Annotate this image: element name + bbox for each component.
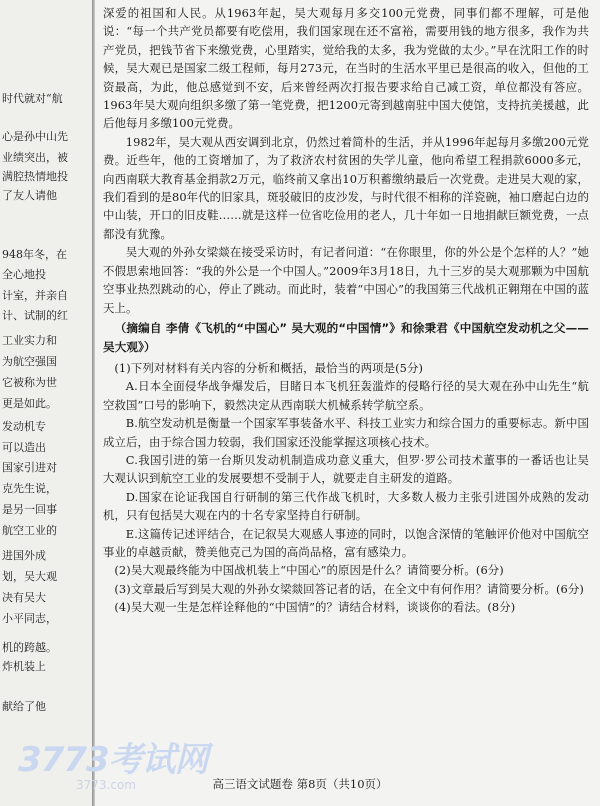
left-fragment: 可以造出: [2, 441, 46, 454]
left-fragment: 计室，并亲自: [2, 289, 68, 302]
option-a: A.日本全面侵华战争爆发后，目睹日本飞机狂轰滥炸的侵略行径的吴大观在孙中山先生“航空救国”口号的影响下，毅然决定从西南联大机械系转学航空系。: [103, 379, 589, 412]
question-1: (1)下列对材料有关内容的分析和概括，最恰当的两项是(5分): [114, 360, 424, 375]
left-fragment: 948年冬，在: [2, 248, 67, 261]
question-4: (4)吴大观一生是怎样诠释他的“中国情”的？请结合材料，谈谈你的看法。(8分): [114, 600, 516, 615]
watermark-text: 3773考试网: [18, 740, 208, 780]
page-footer: 高三语文试题卷 第8页（共10页）: [212, 777, 388, 791]
left-fragment: 全心地投: [2, 268, 46, 281]
left-fragment: 更是如此。: [2, 397, 57, 410]
article-paragraph: 深爱的祖国和人民。从1963年起，吴大观每月多交100元党费，同事们都不理解，可是他说：“每一个共产党员都要有吃偿用，我们国家现在还不富裕，需要用钱的地方很多，我作为共产党员，把钱节省下来缴党费，心里踏实，觉给我的太多，我为党做的太少。”早在沈阳工作的时候，吴大观已是国家二级工程师，每月273元，在当时的生活水平里已是很高的收入，但他的工资最高，为此，他总感觉到不安，后来曾经两次打报告要求给自己减工资，单位都没有答应。1963年吴大观向组织多缴了第一笔党费，把1200元寄到越南驻中国大使馆，支持抗美援越，此后他每月多缴100元党费。: [103, 6, 589, 131]
left-fragment: 决有吴大: [2, 591, 46, 604]
left-fragment: 进国外成: [2, 549, 46, 562]
left-fragment: 献给了他: [2, 700, 46, 713]
left-fragment: 心是孙中山先: [2, 130, 68, 143]
watermark-logo: [18, 742, 208, 802]
article-paragraph: 1982年，吴大观从西安调到北京，仍然过着简朴的生活，并从1996年起每月多缴200元党费。近些年，他的工资增加了，为了救济农村贫困的失学儿童，他向希望工程捐款6000多元，向西南联大教育基金捐款2万元，临终前又拿出10万积蓄缴纳最后一次党费。走进吴大观的家，我们看到的是80年代的旧家具，斑驳破旧的皮沙发，与时代很不相称的洋瓷碗，袖口磨起白边的中山装，开口的旧皮鞋……就是这样一位省吃俭用的老人，几十年如一日地捐献巨额党费，一点都没有犹豫。: [103, 134, 589, 241]
previous-page-edge: [0, 0, 92, 806]
left-fragment: 工业实力和: [2, 334, 57, 347]
left-fragment: 为航空强国: [2, 355, 57, 368]
watermark-url: 3773.com: [76, 778, 136, 792]
article-body: [103, 4, 589, 617]
left-fragment: 了友人请他: [2, 189, 57, 202]
left-fragment: 是另一回事: [2, 503, 57, 516]
question-3: (3)文章最后写到吴大观的外孙女梁燚回答记者的话，在全文中有何作用？请简要分析。(6分): [114, 581, 584, 596]
article-source: （摘编自 李倩《飞机的“中国心” 吴大观的“中国情”》和徐秉君《中国航空发动机之父——吴大观》）: [103, 320, 589, 354]
left-fragment: 划，吴大观: [2, 570, 57, 583]
article-paragraph: 吴大观的外孙女梁燚在接受采访时，有记者问道：“在你眼里，你的外公是个怎样的人？”她不假思索地回答：“我的外公是一个中国人。”2009年3月18日，九十三岁的吴大观那颗为中国航空事业热烈跳动的心，停止了跳动。而此时，装着“中国心”的我国第三代战机正翱翔在中国的蓝天上。: [103, 245, 589, 315]
left-fragment: 小平同志，: [2, 612, 57, 625]
left-fragment: 航空工业的: [2, 524, 57, 537]
option-b: B.航空发动机是衡量一个国家军事装备水平、科技工业实力和综合国力的重要标志。新中国成立后，由于综合国力较弱，我们国家还没能掌握这项核心技术。: [103, 416, 589, 449]
option-e: E.这篇传记述评结合，在记叙吴大观感人事迹的同时，以饱含深情的笔触评价他对中国航空事业的卓越贡献，赞美他克己为国的高尚品格，富有感染力。: [103, 526, 589, 559]
left-fragment: 它被称为世: [2, 376, 57, 389]
question-2: (2)吴大观最终能为中国战机装上“中国心”的原因是什么？请简要分析。(6分): [114, 563, 504, 578]
left-fragment: 克先生说，: [2, 482, 57, 495]
option-c: C.我国引进的第一台斯贝发动机制造成功意义重大，但罗·罗公司技术董事的一番话也让吴大观认识到航空工业的发展要想不受制于人，就要走自主研发的道路。: [103, 452, 589, 486]
page-fold: [92, 0, 95, 806]
left-fragment: 国家引进对: [2, 461, 57, 474]
left-fragment: 计、试制的红: [2, 309, 68, 322]
left-fragment: 业绩突出，被: [2, 151, 68, 164]
left-fragment: 炸机装上: [2, 660, 46, 673]
option-d: D.国家在论证我国自行研制的第三代作战飞机时，大多数人极力主张引进国外成熟的发动机，只有包括吴大观在内的十名专家坚持自行研制。: [103, 489, 589, 523]
left-fragment: 时代就对“航: [2, 92, 63, 105]
left-fragment: 发动机专: [2, 420, 46, 433]
left-fragment: 机的跨越。: [2, 641, 57, 654]
left-fragment: 满腔热情地投: [2, 170, 68, 183]
